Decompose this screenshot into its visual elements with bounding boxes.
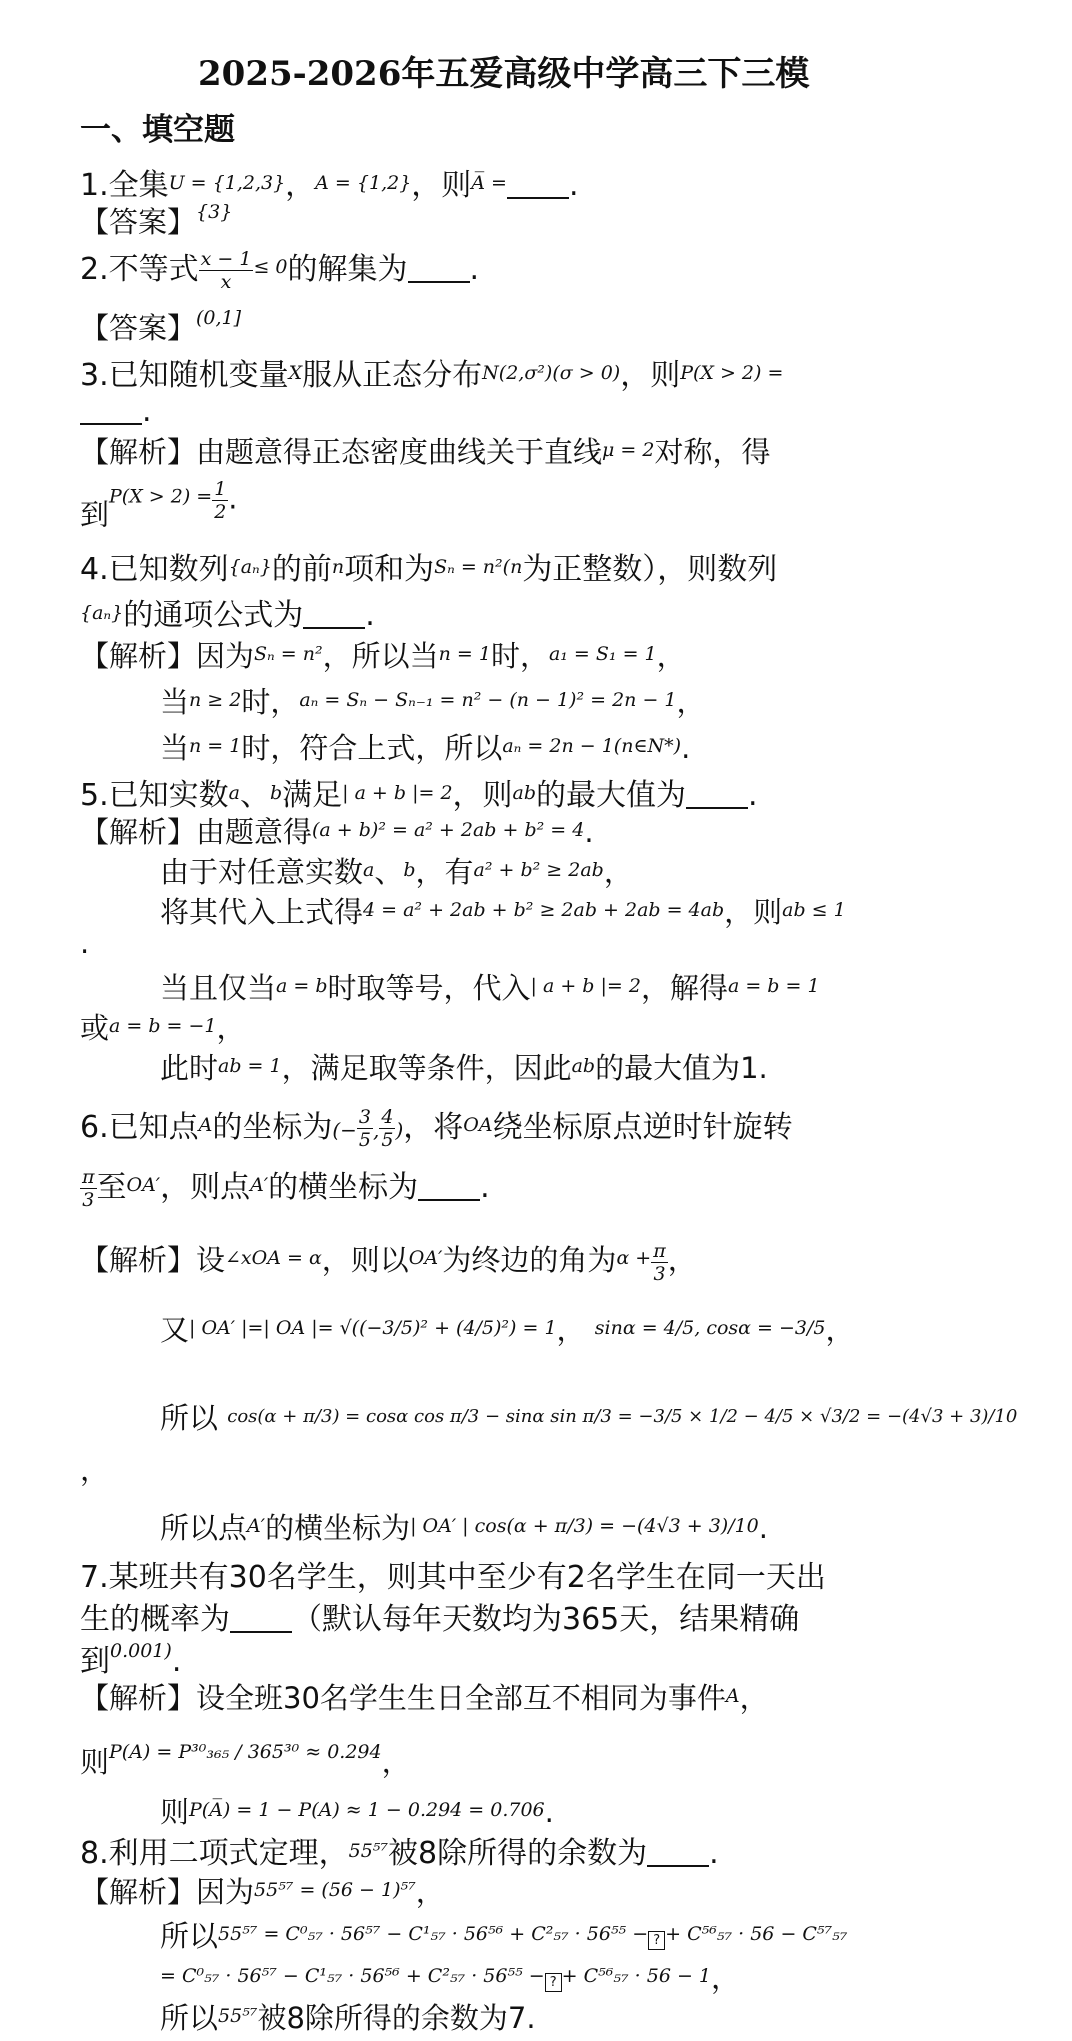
solution-8-line-4: 所以$^{55^{57}}$被8除所得的余数为7. [160, 2001, 536, 2035]
solution-8-line-3: $^{= C^0_{57} \cdot 56^{57} - C^1_{57} \cdot 56^{56} + C^2_{57} \cdot 56^{55} -}$ ? $^{+ C^{56}_{57} \cdot 56 - 1}$， [160, 1961, 741, 1995]
placeholder-box-icon: ? [545, 1973, 562, 1992]
answer-blank [230, 1603, 292, 1633]
question-7-line-2: 生的概率为 （默认每年天数均为365天，结果精确 [80, 1602, 800, 1637]
question-7-line-1: 7.某班共有30名学生，则其中至少有2名学生在同一天出 [80, 1560, 826, 1595]
answer-blank [647, 1837, 709, 1867]
answer-blank [303, 599, 365, 629]
solution-6-line-4: ， [80, 1453, 110, 1487]
answer-blank [80, 395, 142, 425]
solution-3: 【解析】由题意得正态密度曲线关于直线$^{\mu = 2}$对称，得 [80, 435, 771, 469]
solution-5-line-1: 【解析】由题意得$^{(a + b)^2 = a^2 + 2ab + b^2 = 4}$. [80, 815, 594, 849]
page-title: 2025-2026年五爱高级中学高三下三模 [198, 54, 810, 94]
solution-5-line-5: 当且仅当$^{a = b}$时取等号，代入$^{| a + b |= 2}$，解得$^{a = b = 1}$ [160, 971, 820, 1005]
solution-6-line-3: 所以 $^{cos(\alpha + \pi/3) = cos\alpha cos \pi/3 - sin\alpha sin \pi/3 = -3/5 \times 1/2 - 4/5 \times √3/2 = -(4√3 + 3)/10}$ [160, 1401, 1018, 1435]
solution-6-line-2: 又$^{| OA' |=| OA |= √((-3/5)^2 + (4/5)^2) = 1}$， $^{sin\alpha = 4/5, cos\alpha = -3/5}$， [160, 1313, 855, 1347]
solution-7-line-1: 【解析】设全班30名学生生日全部互不相同为事件$^A$， [80, 1681, 769, 1715]
question-6-continued: $\frac{\pi}{3}$ 至$^{OA'}$，则点$^{A'}$的横坐标为 . [82, 1166, 490, 1211]
solution-8-line-2: 所以$^{55^{57} = C^0_{57} \cdot 56^{57} - C^1_{57} \cdot 56^{56} + C^2_{57} \cdot 56^{55} -}$ ? $^{+ C^{56}_{57} \cdot 56 - C^{57}_{57}}$ [160, 1919, 848, 1953]
solution-4-line-2: 当$^{n \ge 2}$时，$^{a_n = S_n - S_{n-1} = n^2 - (n - 1)^2 = 2n - 1}$， [160, 685, 706, 719]
question-3: 3.已知随机变量$^X$服从正态分布$^{N(2,\sigma^2)(\sigma > 0)}$，则$^{P(X > 2) =}$ [80, 358, 784, 393]
solution-5-line-7: 此时$^{ab = 1}$，满足取等条件，因此$^{ab}$的最大值为1. [160, 1051, 768, 1085]
solution-7-line-3: 则$^{P(A̅) = 1 - P(A) \approx 1 - 0.294 = 0.706}$. [160, 1795, 554, 1829]
math-set-a: A = {1,2} [315, 172, 412, 194]
solution-6-line-1: 【解析】设$^{\angle xOA = \alpha}$，则以$^{OA'}$为终边的角为$^{\alpha +}$ $\frac{\pi}{3}$ ， [80, 1239, 697, 1285]
answer-1: 【答案】$^{\{3\}}$ [80, 201, 233, 239]
solution-8-line-1: 【解析】因为$^{55^{57} = (56 - 1)^{57}}$， [80, 1875, 445, 1909]
solution-6-line-5: 所以点$^{A'}$的横坐标为$^{| OA' | cos(\alpha + \pi/3) = -(4√3 + 3)/10}$. [160, 1511, 768, 1545]
solution-5-line-6: 或$^{a = b = -1}$， [80, 1011, 246, 1045]
solution-5-line-2: 由于对任意实数$^a$、$^b$，有$^{a^2 + b^2 \ge 2ab}$， [160, 855, 633, 889]
question-3-continued: . [80, 394, 152, 429]
answer-blank [408, 253, 470, 283]
math-set-u: U = {1,2,3} [168, 172, 286, 194]
solution-7-line-2: 则$^{P(A) = P^{30}_{365} / 365^{30} \approx 0.294}$， [80, 1741, 411, 1779]
math-complement: A̅ = [471, 172, 507, 194]
solution-3-continued: 到$^{P(X > 2) =}$ $\frac{1}{2}$ . [80, 478, 238, 532]
question-5: 5.已知实数$^a$、$^b$满足$^{| a + b |= 2}$，则$^{ab}$的最大值为 . [80, 778, 758, 813]
solution-4-line-1: 【解析】因为$^{S_n = n^2}$，所以当$^{n = 1}$时，$^{a_1 = S_1 = 1}$， [80, 639, 686, 673]
math-fraction: $\frac{x - 1}{x}$ [200, 248, 252, 293]
question-4-continued: $^{\{a_n\}}$的通项公式为 . [80, 598, 375, 633]
question-6: 6.已知点$^A$的坐标为(− $\frac{3}{5}$ , $\frac{4}{5}$ )，将$^{OA}$绕坐标原点逆时针旋转 [80, 1106, 793, 1151]
answer-blank [507, 169, 569, 199]
answer-blank [418, 1171, 480, 1201]
question-8: 8.利用二项式定理，$^{55^{57}}$被8除所得的余数为 . [80, 1836, 719, 1871]
question-4: 4.已知数列$^{\{a_n\}}$的前$^n$项和为$^{S_n = n^2(n}$为正整数），则数列 [80, 552, 778, 587]
question-2: 2.不等式 $\frac{x - 1}{x}$ $^{\le 0}$的解集为 . [80, 248, 480, 293]
answer-2: 【答案】$^{(0,1]}$ [80, 307, 242, 345]
section-heading: 一、填空题 [80, 112, 235, 148]
solution-5-line-3: 将其代入上式得$^{4 = a^2 + 2ab + b^2 \ge 2ab + 2ab = 4ab}$，则$^{ab \le 1}$ [160, 895, 846, 929]
solution-4-line-3: 当$^{n = 1}$时，符合上式，所以$^{a_n = 2n - 1(n\in N*)}$. [160, 731, 691, 765]
answer-blank [686, 779, 748, 809]
placeholder-box-icon: ? [648, 1931, 665, 1950]
solution-5-line-4: . [80, 926, 90, 960]
question-1: 1.全集$^{U = \{1,2,3\}}$，$^{A = \{1,2\}}$，则$^{A̅ =}$ . [80, 168, 579, 203]
question-7-line-3: 到$^{0.001)}$. [80, 1640, 182, 1679]
